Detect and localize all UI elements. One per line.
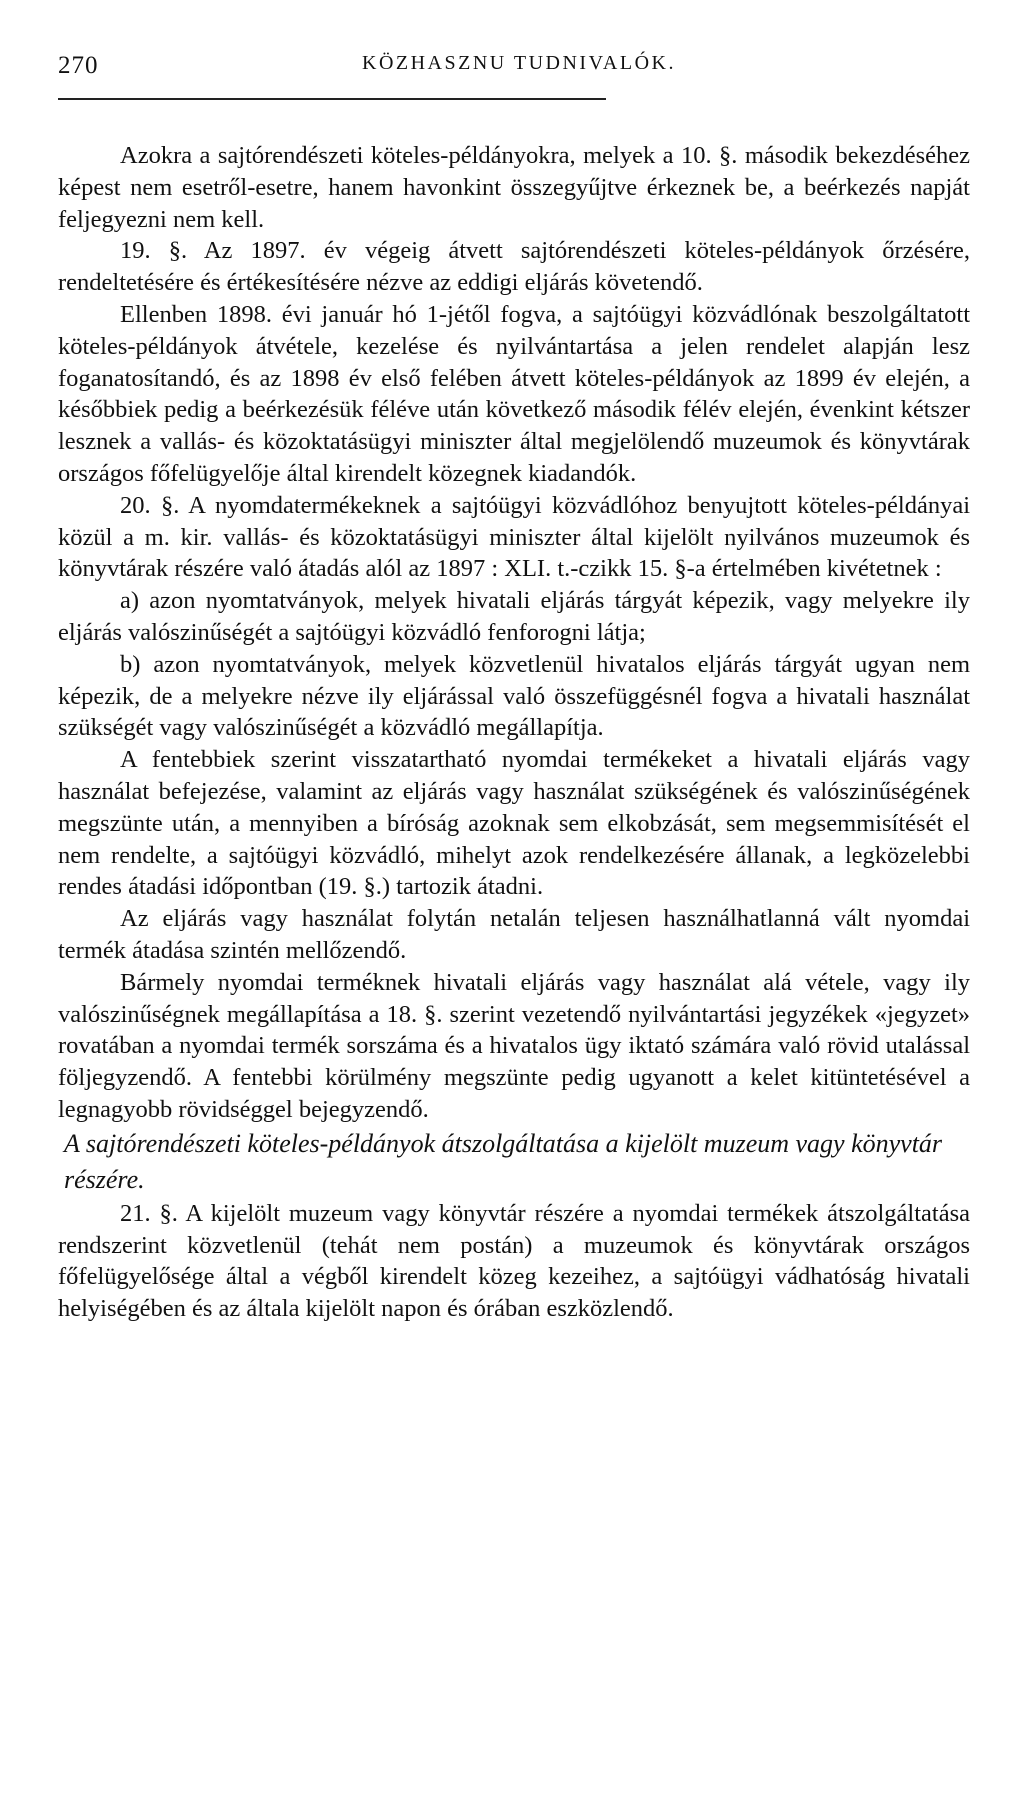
paragraph: Ellenben 1898. évi január hó 1-jétől fogva, a sajtóügyi közvádlónak beszolgáltatott köteles-példányok átvétele, kezelése és nyilvántartása a jelen rendelet alapján lesz foganatosítandó, és az 1898 év első felében átvett köteles-példányok az 1899 év elején, a későbbiek pedig a beérkezésük féléve után következő második félév elején, évenkint kétszer lesznek a vallás- és közoktatásügyi miniszter által megjelölendő muzeumok és könyvtárak országos főfelügyelője által kirendelt közegnek kiadandók. bbox=[58, 300, 970, 487]
paragraph: 20. §. A nyomdatermékeknek a sajtóügyi közvádlóhoz benyujtott köteles-példányai közül a m. kir. vallás- és közoktatásügyi miniszter által kijelölt nyilvános muzeumok és könyvtárak részére való átadás alól az 1897 : XLI. t.-czikk 15. §-a értelmében kivétetnek : bbox=[58, 491, 970, 583]
paragraph: A fentebbiek szerint visszatartható nyomdai termékeket a hivatali eljárás vagy használat befejezése, valamint az eljárás vagy használat szükségének és valószinűségének megszünte után, a mennyiben a bíróság azoknak sem elkobzását, sem megsemmisítését el nem rendelte, a sajtóügyi közvádló, mihelyt azok rendelkezésére állanak, a legközelebbi rendes átadási időpontban (19. §.) tartozik átadni. bbox=[58, 746, 970, 901]
header-rule bbox=[58, 98, 606, 100]
paragraph: Az eljárás vagy használat folytán netalán teljesen használhatlanná vált nyomdai termék átadása szintén mellőzendő. bbox=[58, 905, 970, 964]
paragraph: 19. §. Az 1897. év végeig átvett sajtórendészeti köteles-példányok őrzésére, rendeltetésére és értékesítésére nézve az eddigi eljárás követendő. bbox=[58, 237, 970, 297]
paragraph: a) azon nyomtatványok, melyek hivatali eljárás tárgyát képezik, vagy melyekre ily eljárás valószinűségét a sajtóügyi közvádló fenforogni látja; bbox=[58, 587, 970, 646]
section-heading: A sajtórendészeti köteles-példányok átszolgáltatása a kijelölt muzeum vagy könyvtár részére. bbox=[64, 1128, 943, 1194]
page-number: 270 bbox=[58, 52, 99, 79]
running-title: KÖZHASZNU TUDNIVALÓK. bbox=[362, 52, 676, 74]
paragraph: 21. §. A kijelölt muzeum vagy könyvtár részére a nyomdai termékek átszolgáltatása rendszerint közvetlenül (tehát nem postán) a muzeumok és könyvtárak országos főfelügyelősége által a végből kirendelt közeg kezeihez, a sajtóügyi vádhatóság hivatali helyiségében és az általa kijelölt napon és órában eszközlendő. bbox=[58, 1199, 970, 1323]
paragraph: b) azon nyomtatványok, melyek közvetlenül hivatalos eljárás tárgyát ugyan nem képezik, de a melyekre nézve ily eljárással való összefüggésnél fogva a hivatali használat szükségét vagy valószinűségét a közvádló megállapítja. bbox=[58, 650, 970, 742]
body-text bbox=[58, 140, 970, 1325]
paragraph: Azokra a sajtórendészeti köteles-példányokra, melyek a 10. §. második bekezdéséhez képest nem esetről-esetre, hanem havonkint összegyűjtve érkeznek be, a beérkezés napját feljegyezni nem kell. bbox=[58, 142, 970, 233]
paragraph: Bármely nyomdai terméknek hivatali eljárás vagy használat alá vétele, vagy ily valószinűségnek megállapítása a 18. §. szerint vezetendő nyilvántartási jegyzékek «jegyzet» rovatában a nyomdai termék sorszáma és a hivatalos ügy iktató számára való rövid utalással följegyzendő. A fentebbi körülmény megszünte pedig ugyanott a kelet kitüntetésével a legnagyobb rövidséggel bejegyzendő. bbox=[58, 968, 970, 1123]
page-header bbox=[58, 52, 958, 92]
